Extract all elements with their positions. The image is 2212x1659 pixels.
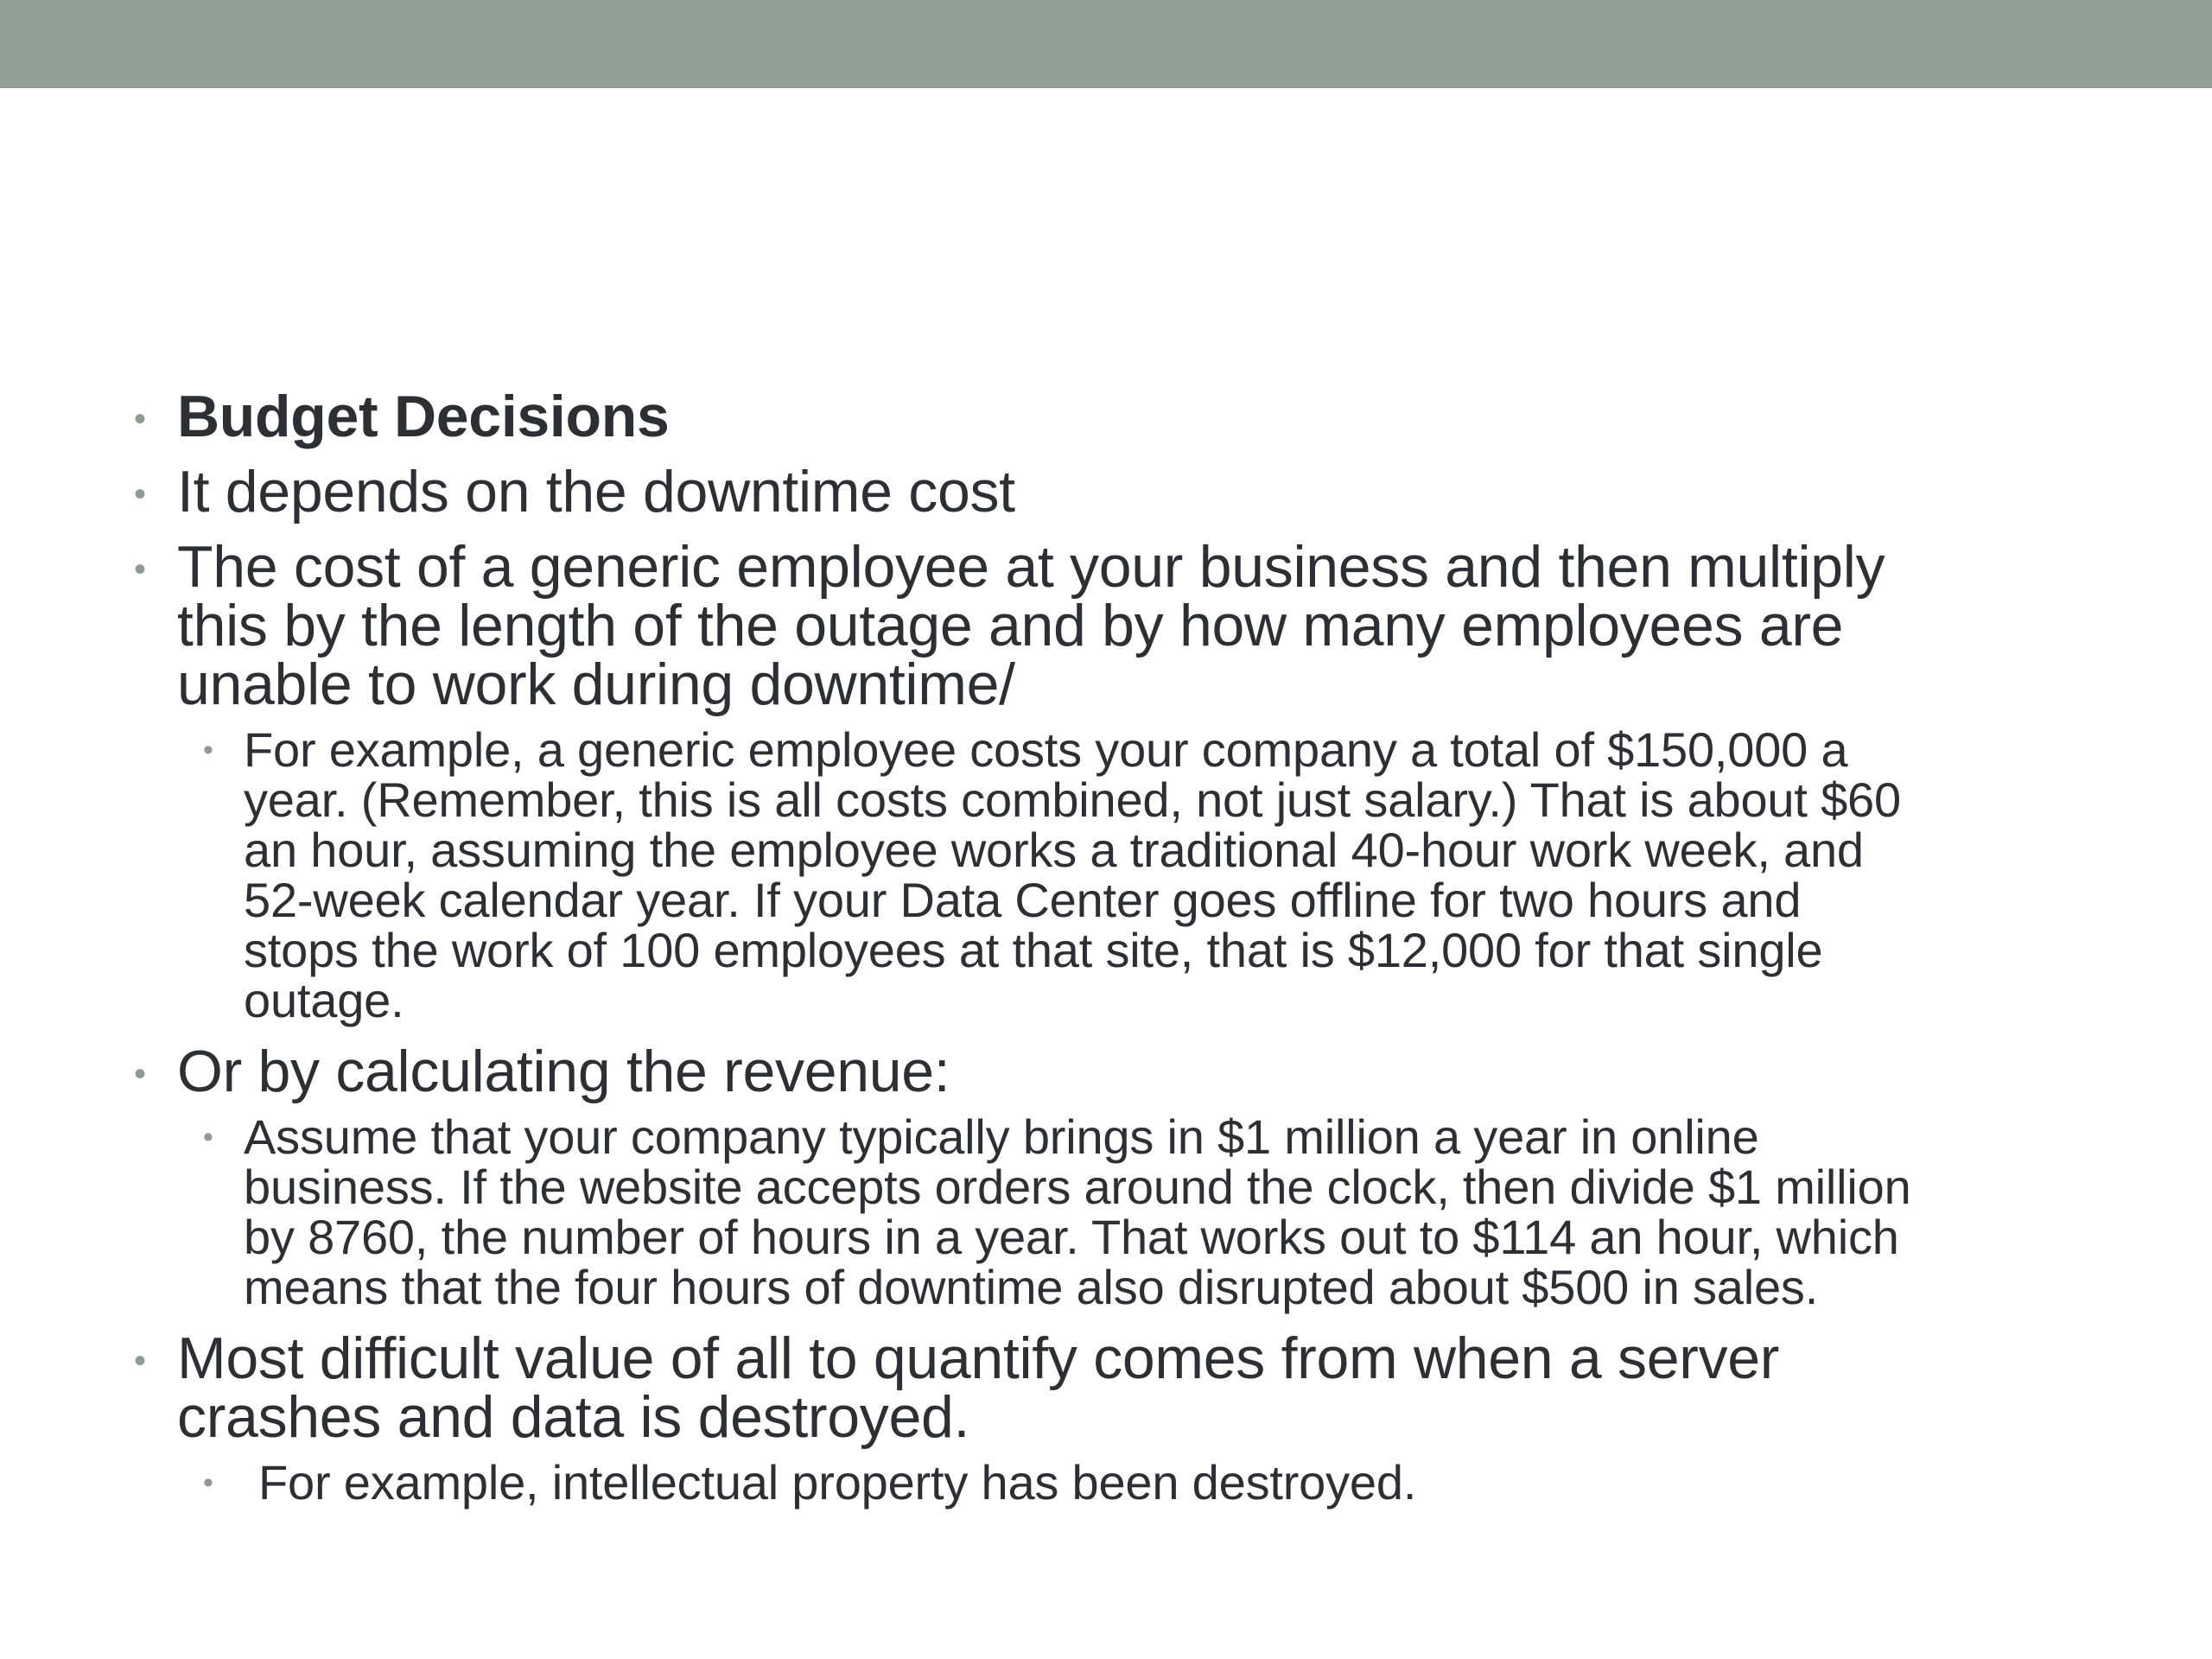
bullet-text: Most difficult value of all to quantify comes from when a server crashes and data is destroyed.: [177, 1325, 1780, 1450]
top-color-band: [0, 0, 2212, 88]
bullet-employee-cost: [130, 534, 2100, 717]
bullet-text: Budget Decisions: [177, 384, 670, 449]
bullet-budget-decisions: [130, 384, 2100, 449]
bullet-text: It depends on the downtime cost: [177, 459, 1015, 524]
sub-bullet-text: For example, a generic employee costs your company a total of $150,000 a year. (Remember, this is all costs combined, not just salary.) That is about $60 an hour, assuming the employee works a traditional 40-hour work week, and 52-week calendar year. If your Data Center goes offline for two hours and stops the work of 100 employees at that site, that is $12,000 for that single outage.: [244, 722, 1901, 1027]
bullet-downtime-cost: [130, 459, 2100, 524]
bullet-revenue: [130, 1039, 2100, 1104]
bullet-marker: •: [134, 1055, 146, 1093]
sub-bullet-revenue-example: [196, 1109, 2100, 1314]
bullet-marker: •: [134, 1342, 146, 1380]
sub-bullet-marker: •: [203, 1121, 213, 1154]
sub-bullet-employee-example: [196, 722, 2100, 1027]
bullet-text: The cost of a generic employee at your business and then multiply this by the length of the outage and by how many employees are unable to work during downtime/: [177, 534, 1885, 717]
sub-bullet-marker: •: [203, 734, 213, 766]
bullet-marker: •: [134, 550, 146, 588]
bullet-data-destroyed: [130, 1325, 2100, 1450]
sub-bullet-text: Assume that your company typically brings in $1 million a year in online business. If the website accepts orders around the clock, then divide $1 million by 8760, the number of hours in a year. That works out to $114 an hour, which means that the four hours of downtime also disrupted about $500 in sales.: [244, 1109, 1911, 1314]
bullet-marker: •: [134, 475, 146, 513]
bullet-text: Or by calculating the revenue:: [177, 1039, 950, 1104]
slide-body: [130, 384, 2100, 1524]
bullet-marker: •: [134, 400, 146, 438]
sub-bullet-ip-example: [196, 1455, 2100, 1510]
sub-bullet-text: For example, intellectual property has been destroyed.: [258, 1455, 1417, 1510]
sub-bullet-marker: •: [203, 1466, 213, 1499]
